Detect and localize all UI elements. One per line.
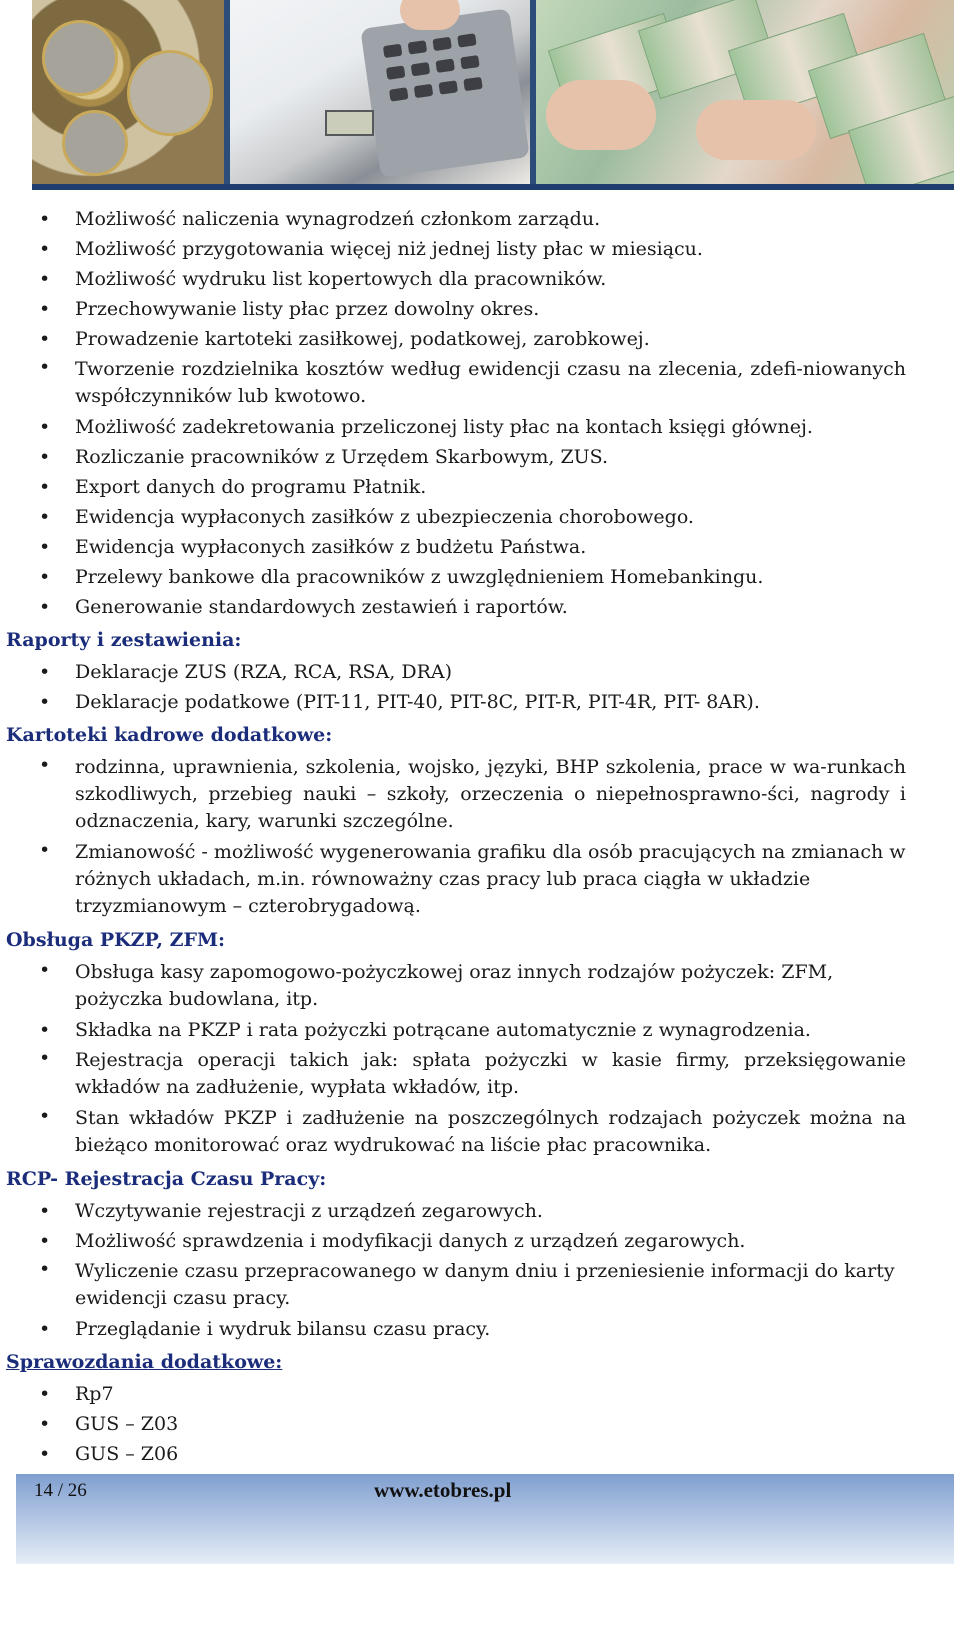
section-title-sprawozdania: Sprawozdania dodatkowe:: [6, 1351, 283, 1373]
list-item: • Przelewy bankowe dla pracowników z uwzględnieniem Homebankingu.: [6, 562, 906, 592]
sprawozdania-list: [6, 1379, 906, 1469]
kartoteki-list: [6, 752, 906, 922]
section-title-pkzp: Obsługa PKZP, ZFM:: [6, 929, 226, 951]
list-item: • GUS – Z03: [6, 1409, 906, 1439]
list-item: • Możliwość przygotowania więcej niż jednej listy płac w miesiącu.: [6, 234, 906, 264]
list-item: • Składka na PKZP i rata pożyczki potrącane automatycznie z wynagrodzenia.: [6, 1015, 906, 1045]
list-item: • Rp7: [6, 1379, 906, 1409]
list-item: • Obsługa kasy zapomogowo-pożyczkowej oraz innych rodzajów pożyczek: ZFM, pożyczka budowlana, itp.: [6, 957, 906, 1015]
rcp-list: [6, 1196, 906, 1344]
list-item: • Tworzenie rozdzielnika kosztów według ewidencji czasu na zlecenia, zdefi-niowanych współczynników lub kwotowo.: [6, 354, 906, 412]
list-item: • Możliwość zadekretowania przeliczonej listy płac na kontach księgi głównej.: [6, 412, 906, 442]
page-footer: [16, 1474, 954, 1564]
list-item: • Możliwość sprawdzenia i modyfikacji danych z urządzeń zegarowych.: [6, 1226, 906, 1256]
header-banner: [32, 0, 954, 190]
banknotes-photo: [536, 0, 954, 188]
list-item: • Wyliczenie czasu przepracowanego w danym dniu i przeniesienie informacji do karty ewidencji czasu pracy.: [6, 1256, 906, 1314]
list-item: • Zmianowość - możliwość wygenerowania grafiku dla osób pracujących na zmianach w różnych układach, m.in. równoważny czas pracy lub praca ciągła w układzie trzyzmianowym – czterobrygadową.: [6, 837, 906, 922]
list-item: • Deklaracje ZUS (RZA, RCA, RSA, DRA): [6, 657, 906, 687]
section-title-raporty: Raporty i zestawienia:: [6, 629, 242, 651]
list-item: • Możliwość naliczenia wynagrodzeń członkom zarządu.: [6, 204, 906, 234]
website-url: www.etobres.pl: [374, 1478, 512, 1502]
list-item: • GUS – Z06: [6, 1439, 906, 1469]
section-title-rcp: RCP- Rejestracja Czasu Pracy:: [6, 1168, 327, 1190]
list-item: • Ewidencja wypłaconych zasiłków z ubezpieczenia chorobowego.: [6, 502, 906, 532]
list-item: • Możliwość wydruku list kopertowych dla pracowników.: [6, 264, 906, 294]
page-number: 14 / 26: [34, 1480, 87, 1501]
list-item: • rodzinna, uprawnienia, szkolenia, wojsko, języki, BHP szkolenia, prace w wa-runkach szkodliwych, przebieg nauki – szkoły, orzeczenia o niepełnosprawno-ści, nagrody i odznaczenia, kary, warunki szczególne.: [6, 752, 906, 837]
list-item: • Przechowywanie listy płac przez dowolny okres.: [6, 294, 906, 324]
list-item: • Rozliczanie pracowników z Urzędem Skarbowym, ZUS.: [6, 442, 906, 472]
list-item: • Generowanie standardowych zestawień i raportów.: [6, 592, 906, 622]
section-title-kartoteki: Kartoteki kadrowe dodatkowe:: [6, 724, 333, 746]
list-item: • Deklaracje podatkowe (PIT-11, PIT-40, PIT-8C, PIT-R, PIT-4R, PIT- 8AR).: [6, 687, 906, 717]
list-item: • Przeglądanie i wydruk bilansu czasu pracy.: [6, 1314, 906, 1344]
list-item: • Prowadzenie kartoteki zasiłkowej, podatkowej, zarobkowej.: [6, 324, 906, 354]
list-item: • Ewidencja wypłaconych zasiłków z budżetu Państwa.: [6, 532, 906, 562]
calculator-photo: [230, 0, 530, 188]
header-rule: [32, 184, 954, 190]
coins-photo: [32, 0, 224, 188]
raporty-list: [6, 657, 906, 717]
list-item: • Wczytywanie rejestracji z urządzeń zegarowych.: [6, 1196, 906, 1226]
list-item: • Export danych do programu Płatnik.: [6, 472, 906, 502]
features-list: [6, 204, 906, 622]
list-item: • Stan wkładów PKZP i zadłużenie na poszczególnych rodzajach pożyczek można na bieżąco monitorować oraz wydrukować na liście płac pracownika.: [6, 1103, 906, 1161]
document-body: [6, 204, 906, 1469]
list-item: • Rejestracja operacji takich jak: spłata pożyczki w kasie firmy, przeksięgowanie wkładów na zadłużenie, wypłata wkładów, itp.: [6, 1045, 906, 1103]
pkzp-list: [6, 957, 906, 1161]
